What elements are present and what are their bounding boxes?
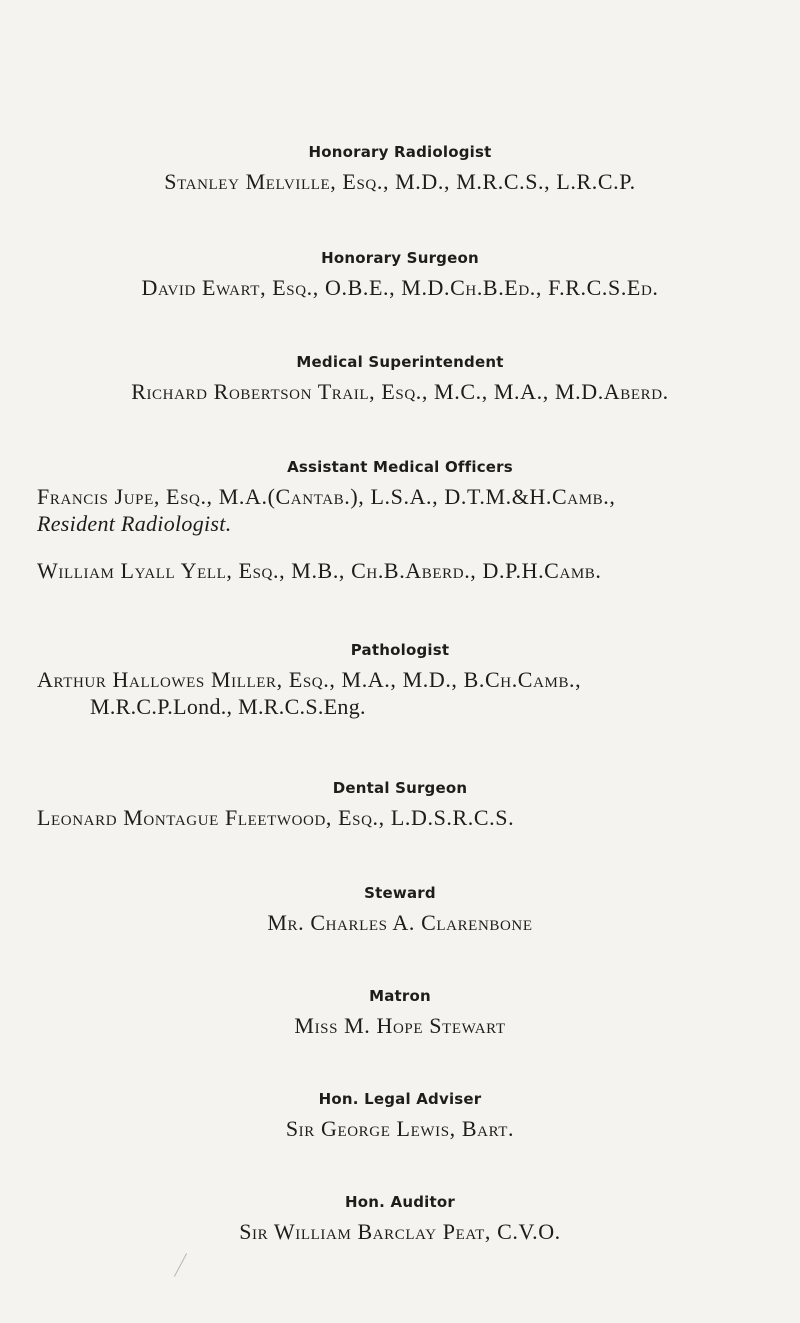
section-heading: Honorary Radiologist	[308, 143, 492, 161]
section-hon-legal-adviser	[0, 1089, 800, 1143]
officer-name: David Ewart, Esq., O.B.E., M.D.Ch.B.Ed., F.R.C.S.Ed.	[141, 275, 659, 300]
section-medical-superintendent	[0, 352, 800, 406]
officer-role: Resident Radiologist.	[37, 511, 232, 536]
paper-mark	[174, 1253, 187, 1276]
section-heading: Hon. Auditor	[345, 1193, 455, 1211]
section-heading: Medical Superintendent	[296, 353, 504, 371]
officer-name: Arthur Hallowes Miller, Esq., M.A., M.D., B.Ch.Camb.,	[37, 667, 582, 692]
section-assistant-medical-officers	[0, 457, 800, 585]
section-heading: Dental Surgeon	[332, 779, 468, 797]
officer-name: Stanley Melville, Esq., M.D., M.R.C.S., L.R.C.P.	[164, 169, 636, 194]
section-honorary-radiologist	[0, 142, 800, 196]
section-hon-auditor	[0, 1192, 800, 1246]
section-pathologist	[0, 640, 800, 720]
section-heading: Pathologist	[350, 641, 450, 659]
officer-name: Francis Jupe, Esq., M.A.(Cantab.), L.S.A., D.T.M.&H.Camb.,	[37, 484, 616, 509]
section-heading: Honorary Surgeon	[321, 249, 479, 267]
section-heading: Assistant Medical Officers	[287, 458, 513, 476]
section-steward	[0, 883, 800, 937]
officer-name: Richard Robertson Trail, Esq., M.C., M.A., M.D.Aberd.	[131, 379, 669, 404]
officer-name: Mr. Charles A. Clarenbone	[267, 910, 533, 935]
section-heading: Steward	[364, 884, 436, 902]
section-heading: Hon. Legal Adviser	[318, 1090, 482, 1108]
officer-qualifications: M.R.C.P.Lond., M.R.C.S.Eng.	[90, 694, 366, 719]
section-matron	[0, 986, 800, 1040]
officer-name: William Lyall Yell, Esq., M.B., Ch.B.Aberd., D.P.H.Camb.	[37, 558, 602, 583]
officer-name: Sir George Lewis, Bart.	[285, 1116, 515, 1141]
officer-name: Miss M. Hope Stewart	[294, 1013, 506, 1038]
section-dental-surgeon	[0, 778, 800, 832]
section-heading: Matron	[369, 987, 431, 1005]
section-honorary-surgeon	[0, 248, 800, 302]
officer-name: Sir William Barclay Peat, C.V.O.	[239, 1219, 561, 1244]
officer-name: Leonard Montague Fleetwood, Esq., L.D.S.R.C.S.	[37, 805, 515, 830]
